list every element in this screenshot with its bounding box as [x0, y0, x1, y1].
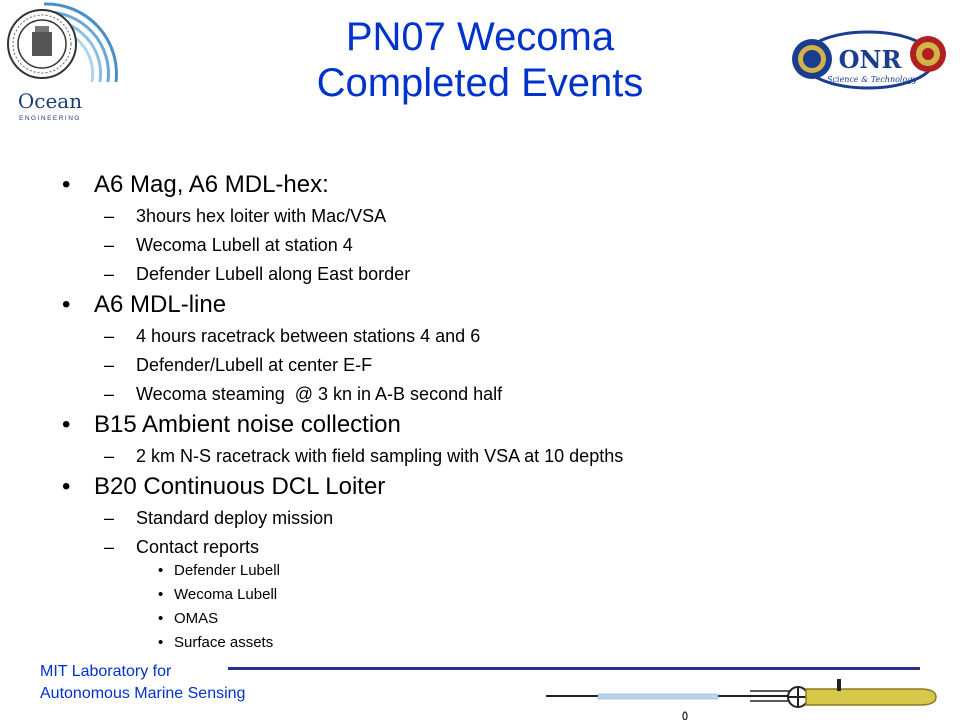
bullet-dot: •: [62, 473, 71, 500]
sub-bullet-item: [62, 506, 922, 530]
sub-bullet-item: [62, 444, 922, 468]
bullet-item: [62, 290, 922, 320]
bullet-list: [62, 170, 922, 655]
sub-sub-bullet-dot: •: [158, 634, 164, 651]
sub-sub-bullet-text: Wecoma Lubell: [174, 586, 278, 603]
sub-bullet-dash: –: [104, 446, 115, 466]
title-line-2: Completed Events: [316, 61, 644, 105]
bullet-text: A6 MDL-line: [94, 291, 227, 318]
sub-bullet-dash: –: [104, 537, 115, 557]
bullet-text: A6 Mag, A6 MDL-hex:: [94, 171, 329, 198]
sub-sub-bullet-item: [62, 631, 922, 655]
sub-bullet-text: Wecoma Lubell at station 4: [136, 235, 353, 255]
sub-bullet-text: 2 km N-S racetrack with field sampling with VSA at 10 depths: [136, 446, 624, 466]
ocean-logo-text: Ocean: [17, 89, 83, 113]
sub-bullet-text: Wecoma steaming @ 3 kn in A-B second half: [136, 384, 503, 404]
sub-bullet-text: Contact reports: [136, 537, 260, 557]
bullet-dot: •: [62, 291, 71, 318]
sub-sub-bullet-dot: •: [158, 586, 164, 603]
engineering-logo-text: ENGINEERING: [18, 115, 82, 122]
sub-bullet-item: [62, 382, 922, 406]
sub-bullet-dash: –: [104, 508, 115, 528]
sub-sub-bullet-text: Surface assets: [174, 634, 274, 651]
bullet-item: [62, 410, 922, 440]
mit-ocean-engineering-logo: [4, 2, 122, 122]
sub-sub-bullet-item: [62, 607, 922, 631]
sub-bullet-dash: –: [104, 206, 115, 226]
sub-sub-bullet-dot: •: [158, 562, 164, 579]
sub-bullet-item: [62, 233, 922, 257]
sub-bullet-text: 4 hours racetrack between stations 4 and 6: [136, 326, 481, 346]
sub-bullet-item: [62, 353, 922, 377]
sub-bullet-dash: –: [104, 235, 115, 255]
sub-sub-bullet-text: OMAS: [174, 610, 219, 627]
title-line-1: PN07 Wecoma: [345, 15, 615, 59]
sub-sub-bullet-dot: •: [158, 610, 164, 627]
sub-bullet-dash: –: [104, 264, 115, 284]
onr-logo-text: ONR: [838, 45, 902, 74]
sub-bullet-item: [62, 324, 922, 348]
footer-rule: [228, 667, 920, 670]
navy-seal-icon: [792, 39, 832, 79]
bullet-dot: •: [62, 411, 71, 438]
sub-sub-bullet-text: Defender Lubell: [174, 562, 280, 579]
mit-seal-icon: [8, 10, 76, 78]
sub-bullet-text: Defender/Lubell at center E-F: [136, 355, 373, 375]
sub-sub-bullet-item: [62, 559, 922, 583]
bullet-dot: •: [62, 171, 71, 198]
sub-sub-bullet-item: [62, 583, 922, 607]
sub-bullet-item: [62, 204, 922, 228]
marine-corps-seal-icon: [910, 36, 946, 72]
sub-bullet-text: Defender Lubell along East border: [136, 264, 411, 284]
slide-title: [230, 14, 730, 106]
sub-bullet-dash: –: [104, 326, 115, 346]
footer-line-1: MIT Laboratory for: [40, 663, 172, 680]
bullet-text: B20 Continuous DCL Loiter: [94, 473, 386, 500]
sub-bullet-text: Standard deploy mission: [136, 508, 334, 528]
bullet-item: [62, 170, 922, 200]
sub-bullet-dash: –: [104, 384, 115, 404]
footer-line-2: Autonomous Marine Sensing: [40, 685, 246, 702]
sub-bullet-text: 3hours hex loiter with Mac/VSA: [136, 206, 387, 226]
sub-bullet-item: [62, 535, 922, 559]
sub-bullet-item: [62, 262, 922, 286]
sub-bullet-dash: –: [104, 355, 115, 375]
bullet-text: B15 Ambient noise collection: [94, 411, 401, 438]
onr-logo: [790, 22, 950, 96]
footer-text: [40, 661, 245, 705]
onr-tagline-text: Science & Technology: [827, 75, 917, 84]
auv-vehicle-icon: [540, 676, 940, 720]
bullet-item: [62, 472, 922, 502]
